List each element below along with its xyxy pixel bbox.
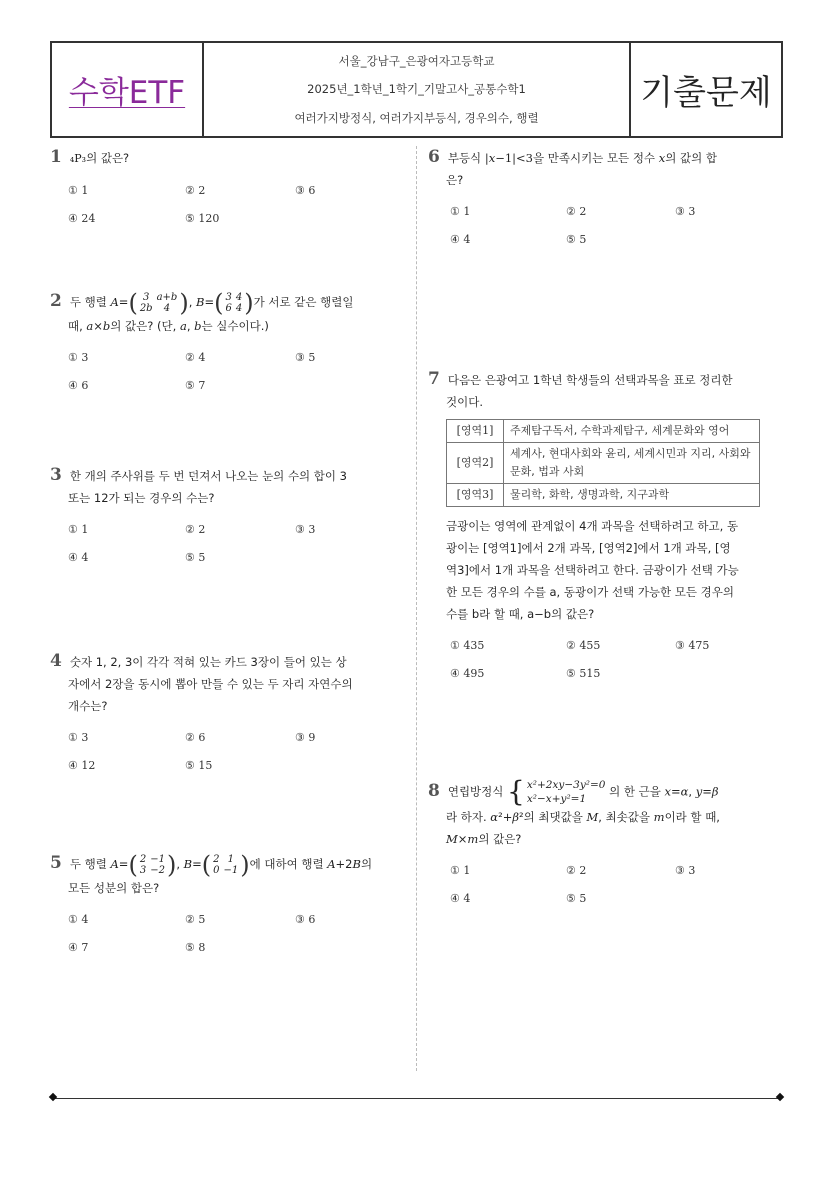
footer-rule [52,1098,782,1099]
choice-3[interactable]: ③ 9 [295,731,316,744]
choice-1[interactable]: ① 1 [68,184,89,197]
logo[interactable]: 수학ETF [68,75,186,111]
question-stem: 의 값은? [86,151,130,165]
question-stem: 연립방정식 [447,784,504,799]
choices [428,201,773,261]
choice-4[interactable]: ④ 495 [450,667,485,680]
question-stem: 부등식 [447,151,482,165]
choice-3[interactable]: ③ 3 [675,205,696,218]
question-number: 3 [50,465,62,485]
table-row: [영역1] 주제탐구독서, 수학과제탐구, 세계문화와 영어 [447,420,760,443]
subject-table [446,419,760,507]
choice-5[interactable]: ⑤ 120 [185,212,220,225]
choice-4[interactable]: ④ 4 [450,233,471,246]
question-stem: 두 행렬 [69,295,107,309]
question-8: 8 연립방정식 { x²+2xy−3y²=0 x²−x+y²=1 의 한 근을 x=α, y=β 라 하자. α²+β²의 최댓값을 M, 최솟값을 m이라 할 때, M×m의 값은? ① 1 ② 2 ③ 3 ④ 4 ⑤ 5 [428,778,773,920]
table-row: [영역2] 세계사, 현대사회와 윤리, 세계시민과 지리, 사회와 문화, 법과 사회 [447,443,760,484]
question-stem: 다음은 은광여고 1학년 학생들의 선택과목을 표로 정리한 [447,373,733,387]
question-3: 3 한 개의 주사위를 두 번 던져서 나오는 눈의 수의 합이 3 또는 12가 되는 경우의 수는? ① 1 ② 2 ③ 3 ④ 4 ⑤ 5 [50,464,390,579]
choice-4[interactable]: ④ 12 [68,759,96,772]
question-6: 6 부등식 |x−1|<3을 만족시키는 모든 정수 x의 값의 합 은? ① 1 ② 2 ③ 3 ④ 4 ⑤ 5 [428,146,773,261]
question-number: 1 [50,147,62,167]
choices [50,909,395,969]
choices [50,347,390,407]
choices [428,635,773,695]
choice-1[interactable]: ① 1 [450,205,471,218]
choice-5[interactable]: ⑤ 7 [185,378,206,392]
question-number: 6 [428,147,440,167]
header-label: 기출문제 [629,43,781,136]
choice-1[interactable]: ① 435 [450,639,485,652]
choice-1[interactable]: ① 4 [68,912,89,926]
choices [50,727,390,787]
question-1 [50,146,390,240]
exam-title: 2025년_1학년_1학기_기말고사_공통수학1 [307,82,526,97]
choice-2[interactable]: ② 2 [185,523,206,536]
footer-diamond-right [776,1093,784,1101]
question-number: 5 [50,853,62,873]
choice-2[interactable]: ② 2 [566,864,587,877]
question-2: 2 두 행렬 A= ( 3 a+b 2b 4 ) , B= ( 3 4 6 4 ) 가 서로 같은 행렬일 때, a×b의 값은? (단, a, b는 실수이다.) ① 3 ② 4 ③ 5 ④ 6 ⑤ 7 [50,290,390,407]
question-number: 8 [428,780,440,801]
question-number: 2 [50,291,62,311]
choice-3[interactable]: ③ 3 [675,864,696,877]
exam-info [204,43,629,136]
matrix-b: ( 2 1 0 −1 ) [201,850,250,879]
table-row: [영역3] 물리학, 화학, 생명과학, 지구과학 [447,484,760,507]
exam-header [50,41,783,138]
choice-1[interactable]: ① 3 [68,350,89,364]
school-name: 서울_강남구_은광여자고등학교 [338,54,495,69]
question-number: 4 [50,651,62,671]
footer-diamond-left [49,1093,57,1101]
column-divider [416,146,417,1071]
choice-4[interactable]: ④ 24 [68,212,96,225]
question-stem: 두 행렬 [69,857,107,871]
choice-1[interactable]: ① 1 [68,523,89,536]
choice-5[interactable]: ⑤ 15 [185,759,213,772]
choices [50,180,390,240]
choice-5[interactable]: ⑤ 8 [185,940,206,954]
choice-3[interactable]: ③ 3 [295,523,316,536]
question-number: 7 [428,369,440,389]
logo-cell [52,43,204,136]
exam-topics: 여러가지방정식, 여러가지부등식, 경우의수, 행렬 [294,110,539,125]
question-4: 4 숫자 1, 2, 3이 각각 적혀 있는 카드 3장이 들어 있는 상 자에서 2장을 동시에 뽑아 만들 수 있는 두 자리 자연수의 개수는? ① 3 ② 6 ③ 9 ④ 12 ⑤ 15 [50,650,390,787]
choice-3[interactable]: ③ 6 [295,912,316,926]
matrix-a: ( 3 a+b 2b 4 ) [128,288,189,317]
choice-3[interactable]: ③ 5 [295,350,316,364]
question-stem: 한 개의 주사위를 두 번 던져서 나오는 눈의 수의 합이 3 [69,469,348,483]
choice-4[interactable]: ④ 4 [68,551,89,564]
choice-1[interactable]: ① 1 [450,864,471,877]
choices [50,519,390,579]
choice-5[interactable]: ⑤ 5 [566,233,587,246]
matrix-a: ( 2 −1 3 −2 ) [128,850,177,879]
choice-5[interactable]: ⑤ 515 [566,667,601,680]
choice-2[interactable]: ② 455 [566,639,601,652]
choice-3[interactable]: ③ 475 [675,639,710,652]
choice-2[interactable]: ② 2 [185,184,206,197]
choice-5[interactable]: ⑤ 5 [566,892,587,905]
question-5: 5 두 행렬 A= ( 2 −1 3 −2 ) , B= ( 2 1 0 −1 ) 에 대하여 행렬 A+2B의 모든 성분의 합은? ① 4 ② 5 ③ 6 ④ 7 ⑤ 8 [50,852,395,969]
choice-2[interactable]: ② 6 [185,731,206,744]
choice-4[interactable]: ④ 7 [68,940,89,954]
matrix-b: ( 3 4 6 4 ) [214,288,254,317]
question-stem: 숫자 1, 2, 3이 각각 적혀 있는 카드 3장이 들어 있는 상 [69,655,347,669]
permutation-expr: ₄P₃ [69,152,87,165]
choice-1[interactable]: ① 3 [68,731,89,744]
equation-system: { x²+2xy−3y²=0 x²−x+y²=1 [507,775,606,808]
choice-2[interactable]: ② 5 [185,912,206,926]
choice-3[interactable]: ③ 6 [295,184,316,197]
choice-4[interactable]: ④ 6 [68,378,89,392]
question-7: 7 다음은 은광여고 1학년 학생들의 선택과목을 표로 정리한 것이다. [영역1] 주제탐구독서, 수학과제탐구, 세계문화와 영어 [영역2] 세계사, 현대사회와 윤리, 세계시민과 지리, 사회와 문화, 법과 사회 [영역3] 물리학, 화학, 생명과학, 지구과학 금광이는 영역에 관계없이 4개 과목을 선택하려고 하고, 동 광이는 [영역1]에서 2개 과목, [영역2]에서 1개 과목, [영 역3]에서 1개 과목을 선택하려고 한다. 금광이가 선택 가능 한 모든 경우의 수를 a, 동광이가 선택 가능한 모든 경우의 수를 b라 할 때, a−b의 값은? ① 435 ② 455 ③ 475 ④ 495 ⑤ 515 [428,368,773,695]
choice-4[interactable]: ④ 4 [450,892,471,905]
choices [428,860,773,920]
choice-2[interactable]: ② 4 [185,350,206,364]
choice-2[interactable]: ② 2 [566,205,587,218]
question-body: 금광이는 영역에 관계없이 4개 과목을 선택하려고 하고, 동 광이는 [영역1]에서 2개 과목, [영역2]에서 1개 과목, [영 역3]에서 1개 과목을 선택하려고 한다. 금광이가 선택 가능 한 모든 경우의 수를 a, 동광이가 선택 가능한 모든 경우의 수를 b라 할 때, a−b의 값은? [446,519,739,621]
choice-5[interactable]: ⑤ 5 [185,551,206,564]
